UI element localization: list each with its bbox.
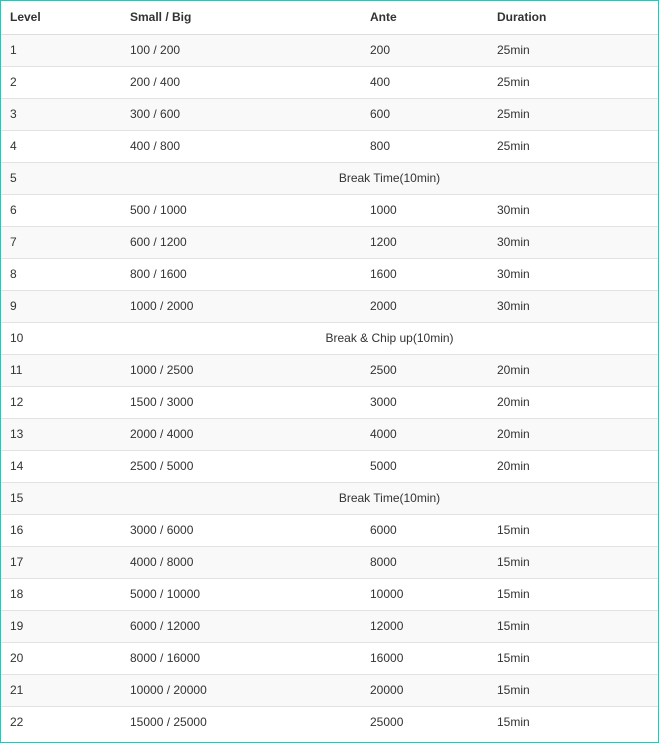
cell-level: 3: [1, 98, 121, 130]
table-row: [1, 226, 658, 258]
cell-ante: 25000: [361, 706, 488, 738]
cell-ante: 600: [361, 98, 488, 130]
cell-small-big: 2500 / 5000: [121, 450, 361, 482]
cell-duration: 25min: [488, 98, 658, 130]
cell-ante: 3000: [361, 386, 488, 418]
cell-ante: 5000: [361, 450, 488, 482]
cell-duration: 30min: [488, 226, 658, 258]
table-row: [1, 98, 658, 130]
cell-break-label: Break Time(10min): [121, 482, 658, 514]
cell-ante: 400: [361, 66, 488, 98]
cell-duration: 15min: [488, 578, 658, 610]
cell-level: 9: [1, 290, 121, 322]
table-row: [1, 610, 658, 642]
table-row: [1, 354, 658, 386]
cell-duration: 25min: [488, 34, 658, 66]
cell-level: 13: [1, 418, 121, 450]
table-row: [1, 706, 658, 738]
cell-duration: 30min: [488, 194, 658, 226]
cell-level: 17: [1, 546, 121, 578]
cell-small-big: 400 / 800: [121, 130, 361, 162]
cell-duration: 20min: [488, 354, 658, 386]
cell-ante: 200: [361, 34, 488, 66]
header-level: Level: [1, 1, 121, 34]
cell-duration: 20min: [488, 418, 658, 450]
header-duration: Duration: [488, 1, 658, 34]
cell-small-big: 3000 / 6000: [121, 514, 361, 546]
cell-small-big: 600 / 1200: [121, 226, 361, 258]
cell-duration: 30min: [488, 290, 658, 322]
table-row: [1, 642, 658, 674]
cell-ante: 800: [361, 130, 488, 162]
blind-structure-table: [1, 1, 658, 738]
cell-level: 11: [1, 354, 121, 386]
table-row: [1, 514, 658, 546]
cell-small-big: 1000 / 2000: [121, 290, 361, 322]
cell-duration: 15min: [488, 642, 658, 674]
cell-small-big: 6000 / 12000: [121, 610, 361, 642]
cell-duration: 15min: [488, 514, 658, 546]
cell-duration: 15min: [488, 706, 658, 738]
cell-ante: 6000: [361, 514, 488, 546]
cell-small-big: 1000 / 2500: [121, 354, 361, 386]
table-row: [1, 578, 658, 610]
cell-small-big: 10000 / 20000: [121, 674, 361, 706]
cell-ante: 1600: [361, 258, 488, 290]
cell-level: 1: [1, 34, 121, 66]
cell-duration: 15min: [488, 674, 658, 706]
cell-level: 10: [1, 322, 121, 354]
table-row: [1, 194, 658, 226]
cell-level: 22: [1, 706, 121, 738]
cell-ante: 8000: [361, 546, 488, 578]
cell-level: 16: [1, 514, 121, 546]
cell-small-big: 100 / 200: [121, 34, 361, 66]
cell-small-big: 300 / 600: [121, 98, 361, 130]
cell-level: 18: [1, 578, 121, 610]
cell-small-big: 2000 / 4000: [121, 418, 361, 450]
cell-level: 2: [1, 66, 121, 98]
table-body: [1, 34, 658, 738]
table-row: [1, 130, 658, 162]
cell-ante: 2000: [361, 290, 488, 322]
table-row: [1, 290, 658, 322]
cell-small-big: 800 / 1600: [121, 258, 361, 290]
cell-duration: 15min: [488, 610, 658, 642]
cell-level: 21: [1, 674, 121, 706]
cell-small-big: 500 / 1000: [121, 194, 361, 226]
cell-duration: 30min: [488, 258, 658, 290]
cell-level: 8: [1, 258, 121, 290]
cell-small-big: 1500 / 3000: [121, 386, 361, 418]
cell-small-big: 200 / 400: [121, 66, 361, 98]
table-row: [1, 418, 658, 450]
table-row: [1, 258, 658, 290]
header-small-big: Small / Big: [121, 1, 361, 34]
table-row: [1, 34, 658, 66]
cell-ante: 20000: [361, 674, 488, 706]
table-header: [1, 1, 658, 34]
cell-ante: 4000: [361, 418, 488, 450]
header-row: [1, 1, 658, 34]
cell-small-big: 15000 / 25000: [121, 706, 361, 738]
cell-break-label: Break Time(10min): [121, 162, 658, 194]
table-row: [1, 386, 658, 418]
cell-level: 6: [1, 194, 121, 226]
cell-level: 19: [1, 610, 121, 642]
cell-ante: 10000: [361, 578, 488, 610]
cell-duration: 20min: [488, 386, 658, 418]
cell-small-big: 4000 / 8000: [121, 546, 361, 578]
cell-break-label: Break & Chip up(10min): [121, 322, 658, 354]
table-row: [1, 674, 658, 706]
table-row-break: [1, 162, 658, 194]
table-row-break: [1, 322, 658, 354]
table-row-break: [1, 482, 658, 514]
cell-duration: 15min: [488, 546, 658, 578]
header-ante: Ante: [361, 1, 488, 34]
cell-duration: 25min: [488, 66, 658, 98]
cell-ante: 16000: [361, 642, 488, 674]
table-row: [1, 450, 658, 482]
cell-ante: 1000: [361, 194, 488, 226]
cell-duration: 25min: [488, 130, 658, 162]
cell-level: 4: [1, 130, 121, 162]
cell-level: 20: [1, 642, 121, 674]
table-row: [1, 546, 658, 578]
cell-level: 7: [1, 226, 121, 258]
cell-level: 5: [1, 162, 121, 194]
cell-ante: 2500: [361, 354, 488, 386]
cell-level: 15: [1, 482, 121, 514]
cell-small-big: 8000 / 16000: [121, 642, 361, 674]
table-row: [1, 66, 658, 98]
cell-level: 14: [1, 450, 121, 482]
cell-ante: 12000: [361, 610, 488, 642]
cell-small-big: 5000 / 10000: [121, 578, 361, 610]
cell-duration: 20min: [488, 450, 658, 482]
cell-level: 12: [1, 386, 121, 418]
cell-ante: 1200: [361, 226, 488, 258]
